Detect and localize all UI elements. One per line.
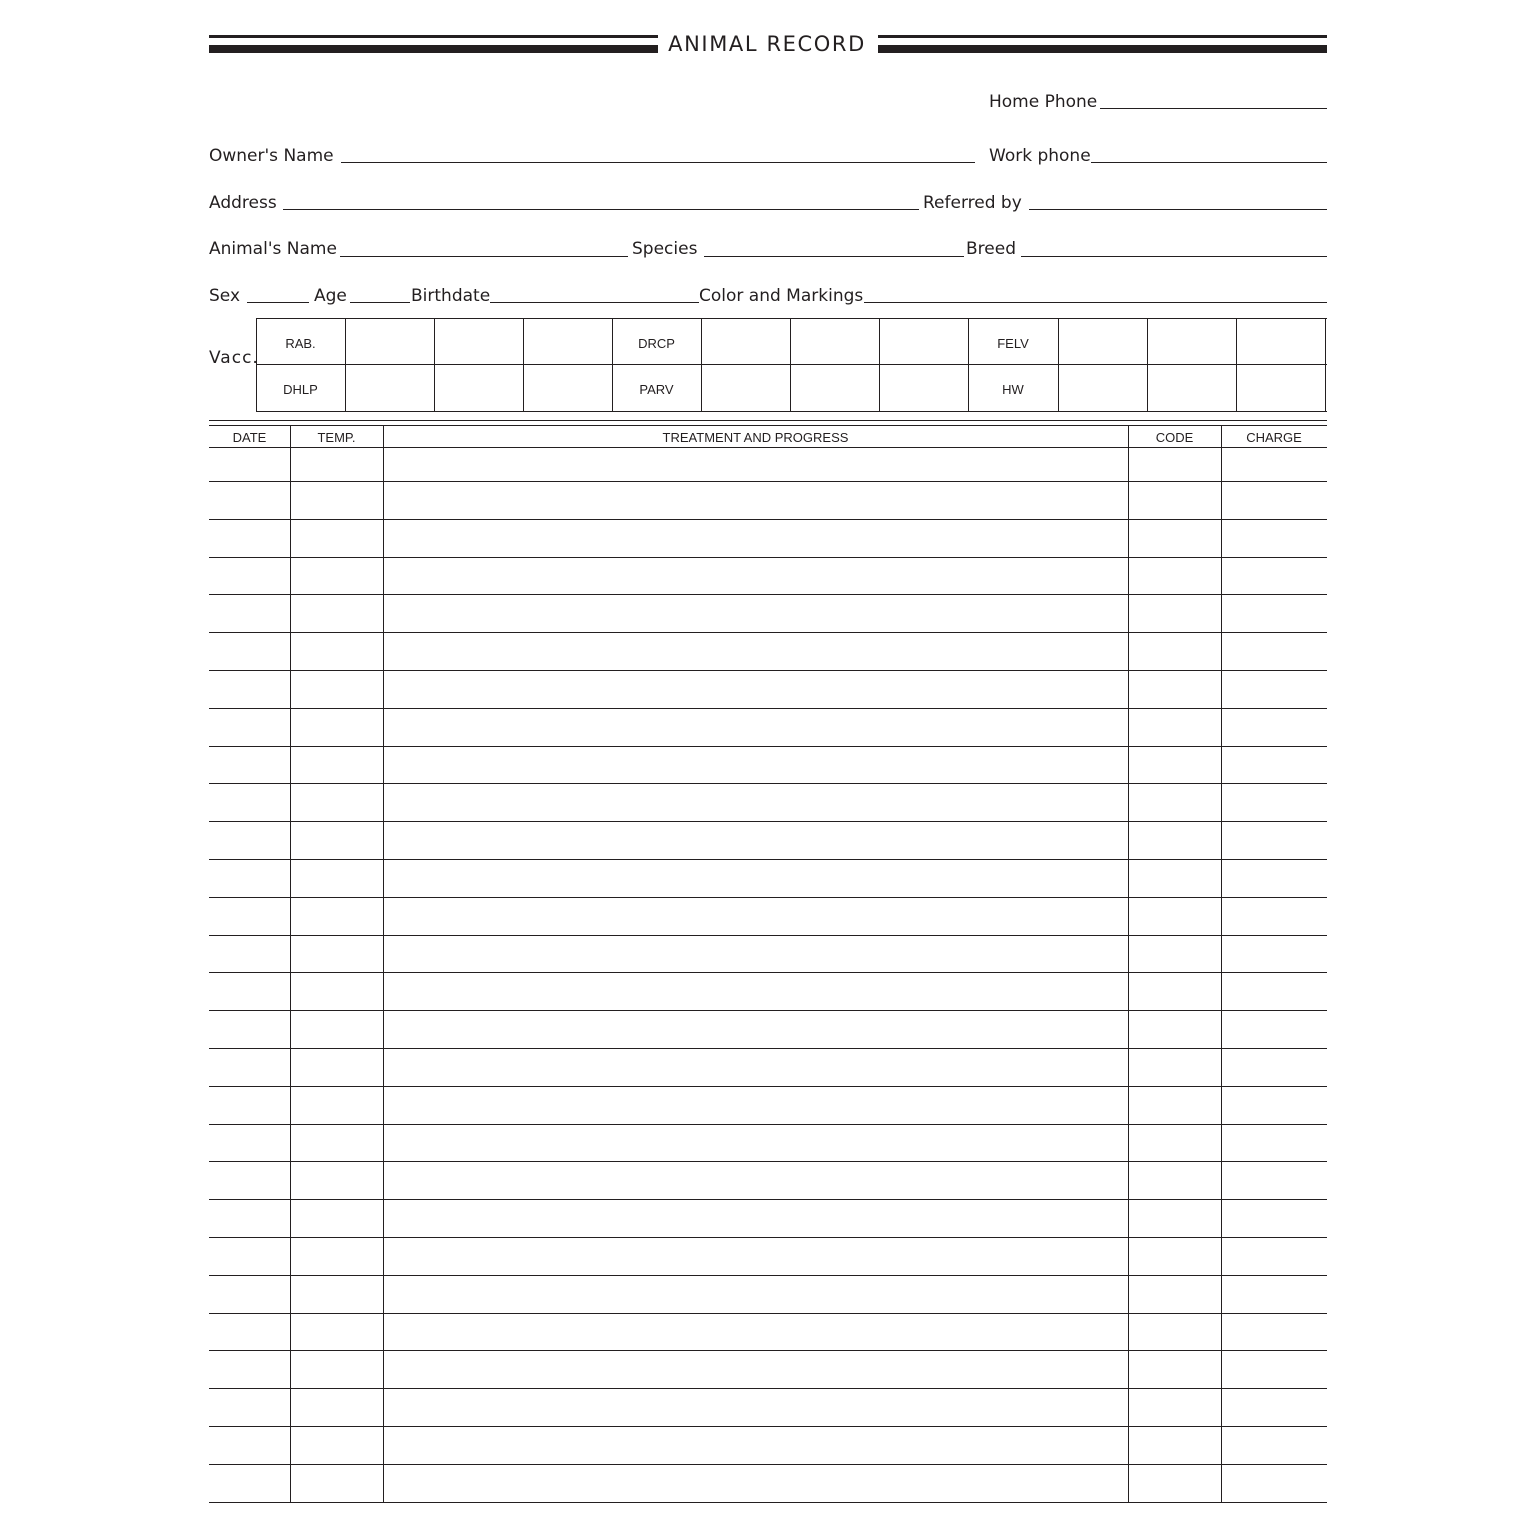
- charge-header: CHARGE: [1246, 430, 1302, 445]
- species-label: Species: [632, 239, 698, 259]
- page-title: ANIMAL RECORD: [668, 32, 866, 56]
- birthdate-label: Birthdate: [411, 286, 491, 306]
- vacc-grid-col-rule: [256, 318, 257, 411]
- table-row[interactable]: [209, 632, 1327, 670]
- referred-by-field[interactable]: [1029, 209, 1327, 210]
- home-phone-field[interactable]: [1100, 108, 1327, 109]
- vacc-date-cell[interactable]: [1147, 364, 1236, 411]
- table-row[interactable]: [209, 1048, 1327, 1086]
- vacc-date-cell[interactable]: [1058, 318, 1147, 364]
- color-markings-label: Color and Markings: [699, 286, 864, 306]
- color-markings-field[interactable]: [864, 302, 1327, 303]
- table-row[interactable]: [209, 935, 1327, 972]
- owners-name-field[interactable]: [341, 162, 975, 163]
- code-header: CODE: [1155, 430, 1194, 445]
- table-row[interactable]: [209, 859, 1327, 897]
- title-rule-left-thin: [209, 35, 658, 38]
- vacc-date-cell[interactable]: [1236, 318, 1325, 364]
- table-row[interactable]: [209, 447, 1327, 481]
- vacc-date-cell[interactable]: [701, 364, 790, 411]
- table-row[interactable]: [209, 783, 1327, 821]
- address-field[interactable]: [283, 209, 919, 210]
- vacc-date-cell[interactable]: [790, 318, 879, 364]
- breed-field[interactable]: [1021, 256, 1327, 257]
- vacc-type-label: DHLP: [283, 382, 318, 397]
- owners-name-label: Owner's Name: [209, 146, 334, 166]
- table-row[interactable]: [209, 1010, 1327, 1048]
- title-rule-right-thick: [878, 45, 1327, 53]
- work-phone-field[interactable]: [1091, 162, 1327, 163]
- birthdate-field[interactable]: [490, 302, 699, 303]
- table-row[interactable]: [209, 708, 1327, 746]
- vacc-date-cell[interactable]: [790, 364, 879, 411]
- table-row[interactable]: [209, 1237, 1327, 1275]
- title-rule-right-thin: [878, 35, 1327, 38]
- vacc-date-cell[interactable]: [345, 318, 434, 364]
- table-row[interactable]: [209, 670, 1327, 708]
- table-row[interactable]: [209, 897, 1327, 935]
- sex-label: Sex: [209, 286, 241, 306]
- table-row[interactable]: [209, 594, 1327, 632]
- table-row-rule: [209, 1502, 1327, 1503]
- title-rule-left-thick: [209, 45, 658, 53]
- table-row[interactable]: [209, 1350, 1327, 1388]
- animals-name-field[interactable]: [340, 256, 628, 257]
- sex-field[interactable]: [247, 302, 309, 303]
- vacc-date-cell[interactable]: [434, 364, 523, 411]
- species-field[interactable]: [704, 256, 964, 257]
- breed-label: Breed: [966, 239, 1016, 259]
- age-label: Age: [314, 286, 347, 306]
- vacc-grid-bottom-rule: [256, 411, 1327, 412]
- vacc-label: Vacc.: [209, 348, 259, 368]
- vacc-date-cell[interactable]: [1236, 364, 1325, 411]
- table-row[interactable]: [209, 519, 1327, 557]
- vacc-date-cell[interactable]: [523, 364, 612, 411]
- treatment-header: TREATMENT AND PROGRESS: [662, 430, 849, 445]
- table-row[interactable]: [209, 1161, 1327, 1199]
- table-row[interactable]: [209, 1388, 1327, 1426]
- work-phone-label: Work phone: [989, 146, 1091, 166]
- vacc-type-label: DRCP: [638, 336, 675, 351]
- table-row[interactable]: [209, 1199, 1327, 1237]
- animals-name-label: Animal's Name: [209, 239, 337, 259]
- vacc-date-cell[interactable]: [879, 364, 968, 411]
- table-row[interactable]: [209, 1124, 1327, 1161]
- section-divider-top: [209, 420, 1327, 421]
- table-header-top-rule: [209, 425, 1327, 426]
- referred-by-label: Referred by: [923, 193, 1022, 213]
- vacc-type-label: FELV: [997, 336, 1029, 351]
- vacc-grid-col-rule: [612, 318, 613, 411]
- temp-header: TEMP.: [317, 430, 356, 445]
- table-row[interactable]: [209, 1275, 1327, 1313]
- vacc-date-cell[interactable]: [1147, 318, 1236, 364]
- table-row[interactable]: [209, 746, 1327, 783]
- vacc-date-cell[interactable]: [879, 318, 968, 364]
- address-label: Address: [209, 193, 277, 213]
- date-header: DATE: [232, 430, 267, 445]
- vacc-type-label: RAB.: [285, 336, 316, 351]
- vacc-type-label: PARV: [639, 382, 674, 397]
- vacc-date-cell[interactable]: [701, 318, 790, 364]
- table-row[interactable]: [209, 972, 1327, 1010]
- table-row[interactable]: [209, 1086, 1327, 1124]
- vacc-type-label: HW: [1002, 382, 1024, 397]
- table-row[interactable]: [209, 557, 1327, 594]
- vacc-date-cell[interactable]: [523, 318, 612, 364]
- table-row[interactable]: [209, 821, 1327, 859]
- table-row[interactable]: [209, 1426, 1327, 1464]
- vacc-grid-col-rule: [968, 318, 969, 411]
- vacc-date-cell[interactable]: [345, 364, 434, 411]
- vacc-grid-col-rule: [1325, 318, 1326, 411]
- vacc-date-cell[interactable]: [434, 318, 523, 364]
- table-row[interactable]: [209, 481, 1327, 519]
- vacc-date-cell[interactable]: [1058, 364, 1147, 411]
- home-phone-label: Home Phone: [989, 92, 1098, 112]
- age-field[interactable]: [350, 302, 410, 303]
- table-row[interactable]: [209, 1313, 1327, 1350]
- table-row[interactable]: [209, 1464, 1327, 1502]
